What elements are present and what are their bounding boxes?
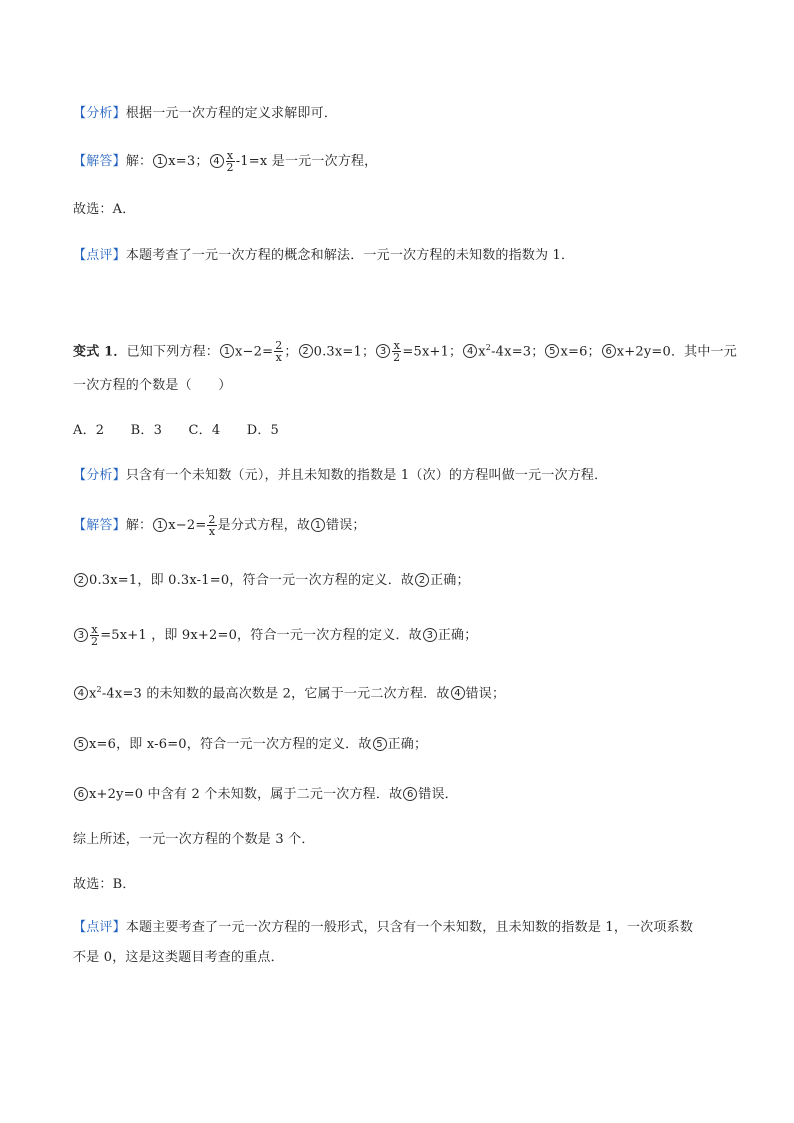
solution-step-5 <box>73 735 427 755</box>
circle-number: 1 <box>220 344 234 358</box>
analysis-tag: 【分析】 <box>73 468 126 483</box>
equation: 0.3x=1； <box>313 344 376 360</box>
circle-number: 4 <box>210 154 224 168</box>
circle-number: 4 <box>74 686 88 700</box>
circle-number: 1 <box>153 154 167 168</box>
step-verdict: 错误； <box>465 686 506 702</box>
analysis-text: 只含有一个未知数（元），并且未知数的指数是 1（次）的方程叫做一元一次方程． <box>125 468 608 483</box>
answer-tag: 【解答】 <box>73 518 126 533</box>
variant-label: 变式 1． <box>73 344 127 360</box>
fraction <box>274 340 283 363</box>
analysis-text: 根据一元一次方程的定义求解即可． <box>125 106 338 121</box>
fraction-denominator: 2 <box>393 351 401 365</box>
circle-number: 1 <box>311 518 325 532</box>
answer-prefix: 解： <box>125 154 153 169</box>
fraction-denominator: x <box>208 525 216 538</box>
summary-line: 综上所述，一元一次方程的个数是 3 个． <box>73 832 315 847</box>
variant-question-line-2: 一次方程的个数是（ ） <box>73 378 232 393</box>
step-verdict: 正确； <box>430 573 470 588</box>
equation: x−2= <box>168 518 207 533</box>
separator: ； <box>284 344 298 360</box>
circle-number: 6 <box>403 787 417 801</box>
circle-number: 5 <box>373 737 387 751</box>
solution-step-4 <box>73 680 505 704</box>
circle-number: 4 <box>463 344 477 358</box>
step-text: 0.3x=1，即 0.3x-1=0，符合一元一次方程的定义．故 <box>89 573 415 588</box>
step-text: x <box>89 686 97 702</box>
choice-line-1: 故选：A． <box>73 202 136 217</box>
circle-number: 6 <box>74 787 88 801</box>
step-text: 是分式方程，故 <box>217 518 311 533</box>
fraction-numerator: x <box>226 149 234 162</box>
fraction <box>90 624 99 647</box>
answer-tag: 【解答】 <box>73 154 126 169</box>
fraction-numerator: x <box>393 339 400 353</box>
answer-options: A．2 B．3 C．4 D．5 <box>73 423 279 438</box>
step-verdict: 正确； <box>387 737 428 752</box>
comment-text: 本题主要考查了一元一次方程的一般形式，只含有一个未知数，且未知数的指数是 1，一次项系数 <box>125 920 694 935</box>
circle-number: 3 <box>376 344 390 358</box>
fraction <box>207 514 216 537</box>
answer-paragraph-1 <box>73 150 377 173</box>
circle-number: 1 <box>153 518 167 532</box>
circle-number: 6 <box>602 344 616 358</box>
fraction-denominator: 2 <box>226 161 234 174</box>
comment-paragraph-1 <box>73 246 574 266</box>
choice-line-2: 故选：B． <box>73 877 136 892</box>
analysis-tag: 【分析】 <box>73 106 126 121</box>
analysis-paragraph-2 <box>73 466 607 486</box>
equation: -4x=3； <box>491 344 545 360</box>
solution-step-3 <box>73 624 477 647</box>
equation: x−2= <box>234 344 274 360</box>
answer-prefix: 解： <box>125 518 153 533</box>
solution-step-2 <box>73 571 470 591</box>
circle-number: 5 <box>545 344 559 358</box>
equation: x=3； <box>168 154 209 169</box>
circle-number: 2 <box>74 573 88 587</box>
equation: -1=x 是一元一次方程， <box>235 154 378 169</box>
step-text: =5x+1 ，即 9x+2=0，符合一元一次方程的定义．故 <box>100 628 422 643</box>
step-text: -4x=3 的未知数的最高次数是 2，它属于一元二次方程．故 <box>101 686 450 702</box>
fraction <box>226 150 235 173</box>
solution-step-1 <box>73 514 366 537</box>
fraction-numerator: 2 <box>275 339 283 353</box>
variant-question-line-1 <box>73 338 737 363</box>
circle-number: 2 <box>415 573 429 587</box>
circle-number: 3 <box>74 628 88 642</box>
circle-number: 3 <box>423 628 437 642</box>
separator: ； <box>449 344 463 360</box>
comment-tag: 【点评】 <box>73 920 126 935</box>
exponent: 2 <box>485 343 492 352</box>
comment-text: 本题考查了一元一次方程的概念和解法．一元一次方程的未知数的指数为 1． <box>125 248 575 263</box>
equation: x <box>478 344 486 360</box>
step-text: x+2y=0 中含有 2 个未知数，属于二元一次方程．故 <box>89 787 403 802</box>
equation: x+2y=0．其中一元 <box>616 344 737 360</box>
comment-paragraph-2 <box>73 918 693 938</box>
step-verdict: 错误； <box>326 518 366 533</box>
fraction-denominator: x <box>275 351 282 365</box>
solution-step-6 <box>73 785 458 805</box>
fraction <box>392 340 401 363</box>
circle-number: 5 <box>74 737 88 751</box>
step-verdict: 错误． <box>418 787 458 802</box>
variant-intro: 已知下列方程： <box>126 344 219 360</box>
exponent: 2 <box>96 685 102 694</box>
comment-tag: 【点评】 <box>73 248 126 263</box>
step-verdict: 正确； <box>437 628 478 643</box>
step-text: x=6，即 x-6=0，符合一元一次方程的定义．故 <box>89 737 372 752</box>
equation: =5x+1 <box>402 344 450 360</box>
comment-paragraph-2-line-2: 不是 0，这是这类题目考查的重点． <box>73 950 284 965</box>
analysis-paragraph-1 <box>73 104 337 124</box>
fraction-denominator: 2 <box>91 635 99 648</box>
fraction-numerator: x <box>91 623 98 636</box>
equation: x=6； <box>560 344 601 360</box>
circle-number: 4 <box>451 686 465 700</box>
circle-number: 2 <box>299 344 313 358</box>
fraction-numerator: 2 <box>208 513 216 526</box>
